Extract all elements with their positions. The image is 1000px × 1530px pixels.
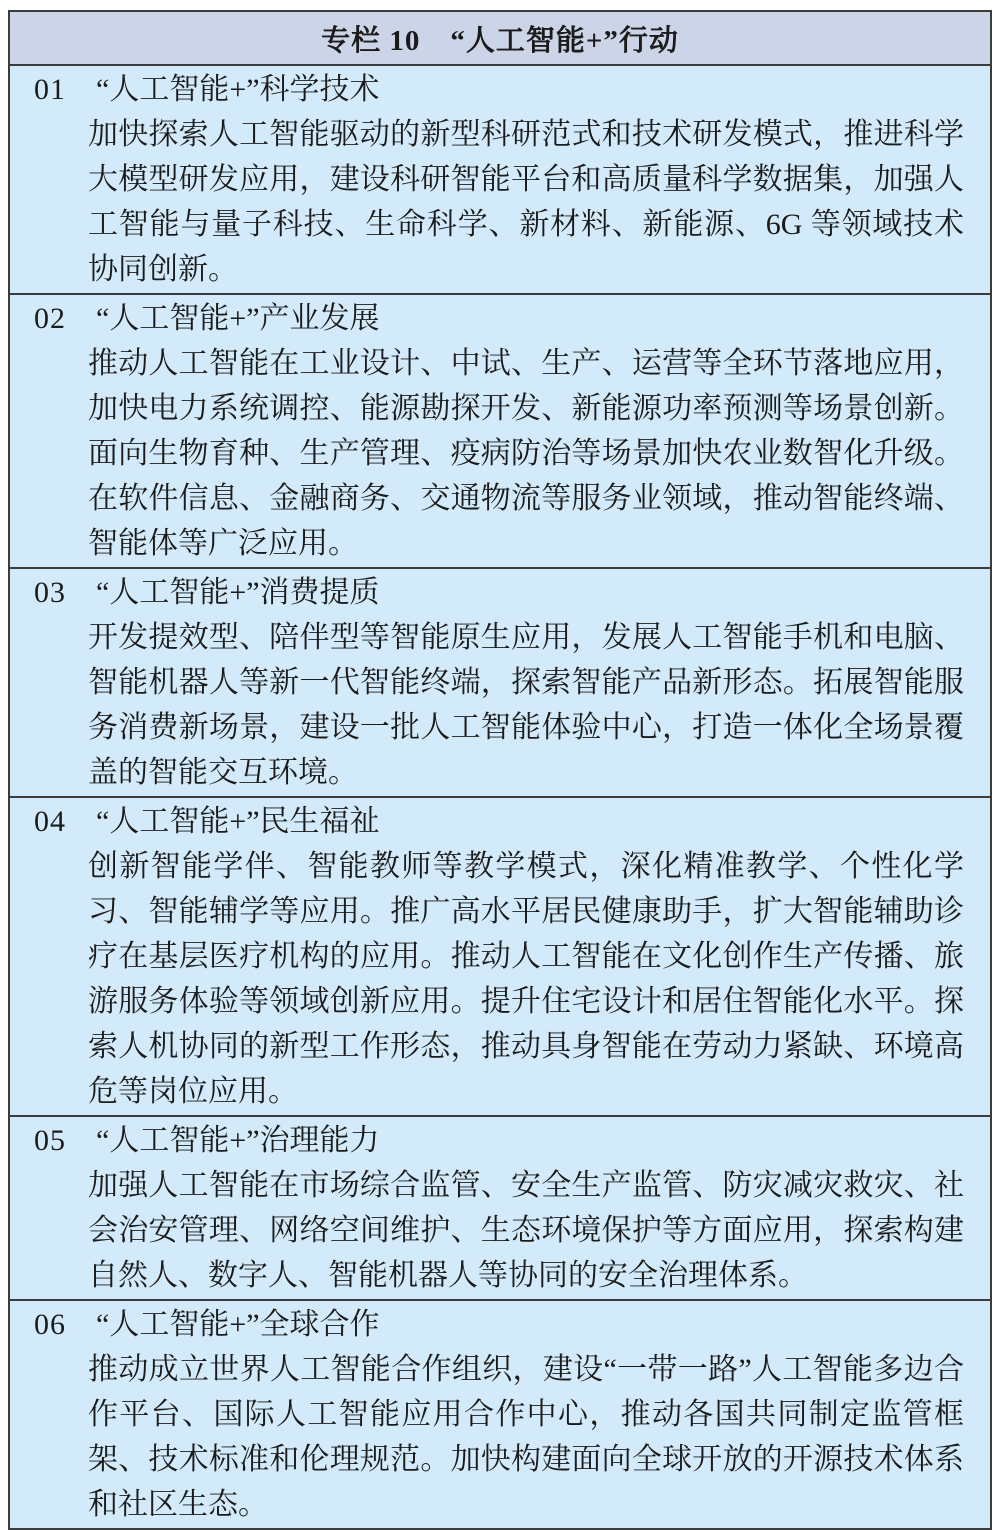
section-heading-row (10, 570, 990, 615)
section-body: 推动成立世界人工智能合作组织，建设“一带一路”人工智能多边合作平台、国际人工智能应用合作中心，推动各国共同制定监管框架、技术标准和伦理规范。加快构建面向全球开放的开源技术体系和社区生态。 (88, 1353, 964, 1521)
section-title: “人工智能+”全球合作 (96, 1308, 380, 1341)
section-06 (10, 1301, 990, 1528)
section-05 (10, 1117, 990, 1301)
section-heading-row (10, 1302, 990, 1347)
section-number: 05 (34, 1124, 66, 1157)
section-number: 06 (34, 1308, 66, 1341)
section-body: 加强人工智能在市场综合监管、安全生产监管、防灾减灾救灾、社会治安管理、网络空间维护、生态环境保护等方面应用，探索构建自然人、数字人、智能机器人等协同的安全治理体系。 (88, 1169, 964, 1292)
section-heading-row (10, 67, 990, 112)
section-number: 01 (34, 73, 66, 106)
section-04 (10, 798, 990, 1117)
section-title: “人工智能+”治理能力 (96, 1124, 380, 1157)
section-title: “人工智能+”消费提质 (96, 576, 380, 609)
section-number: 04 (34, 805, 66, 838)
section-number: 02 (34, 302, 66, 335)
panel-title: 专栏 10 “人工智能+”行动 (10, 12, 990, 66)
section-02 (10, 295, 990, 569)
section-body: 加快探索人工智能驱动的新型科研范式和技术研发模式，推进科学大模型研发应用，建设科研智能平台和高质量科学数据集，加强人工智能与量子科技、生命科学、新材料、新能源、6G 等领域技术协同创新。 (88, 118, 964, 286)
section-03 (10, 569, 990, 798)
section-body: 推动人工智能在工业设计、中试、生产、运营等全环节落地应用，加快电力系统调控、能源勘探开发、新能源功率预测等场景创新。面向生物育种、生产管理、疫病防治等场景加快农业数智化升级。在软件信息、金融商务、交通物流等服务业领域，推动智能终端、智能体等广泛应用。 (88, 347, 964, 560)
section-number: 03 (34, 576, 66, 609)
section-heading-row (10, 799, 990, 844)
section-01 (10, 66, 990, 295)
section-heading-row (10, 1118, 990, 1163)
section-body: 创新智能学伴、智能教师等教学模式，深化精准教学、个性化学习、智能辅学等应用。推广高水平居民健康助手，扩大智能辅助诊疗在基层医疗机构的应用。推动人工智能在文化创作生产传播、旅游服务体验等领域创新应用。提升住宅设计和居住智能化水平。探索人机协同的新型工作形态，推动具身智能在劳动力紧缺、环境高危等岗位应用。 (88, 850, 964, 1108)
ai-plus-action-box (8, 10, 992, 1530)
section-body: 开发提效型、陪伴型等智能原生应用，发展人工智能手机和电脑、智能机器人等新一代智能终端，探索智能产品新形态。拓展智能服务消费新场景，建设一批人工智能体验中心，打造一体化全场景覆盖的智能交互环境。 (88, 621, 964, 789)
section-title: “人工智能+”科学技术 (96, 73, 380, 106)
section-heading-row (10, 296, 990, 341)
section-title: “人工智能+”民生福祉 (96, 805, 380, 838)
section-title: “人工智能+”产业发展 (96, 302, 380, 335)
